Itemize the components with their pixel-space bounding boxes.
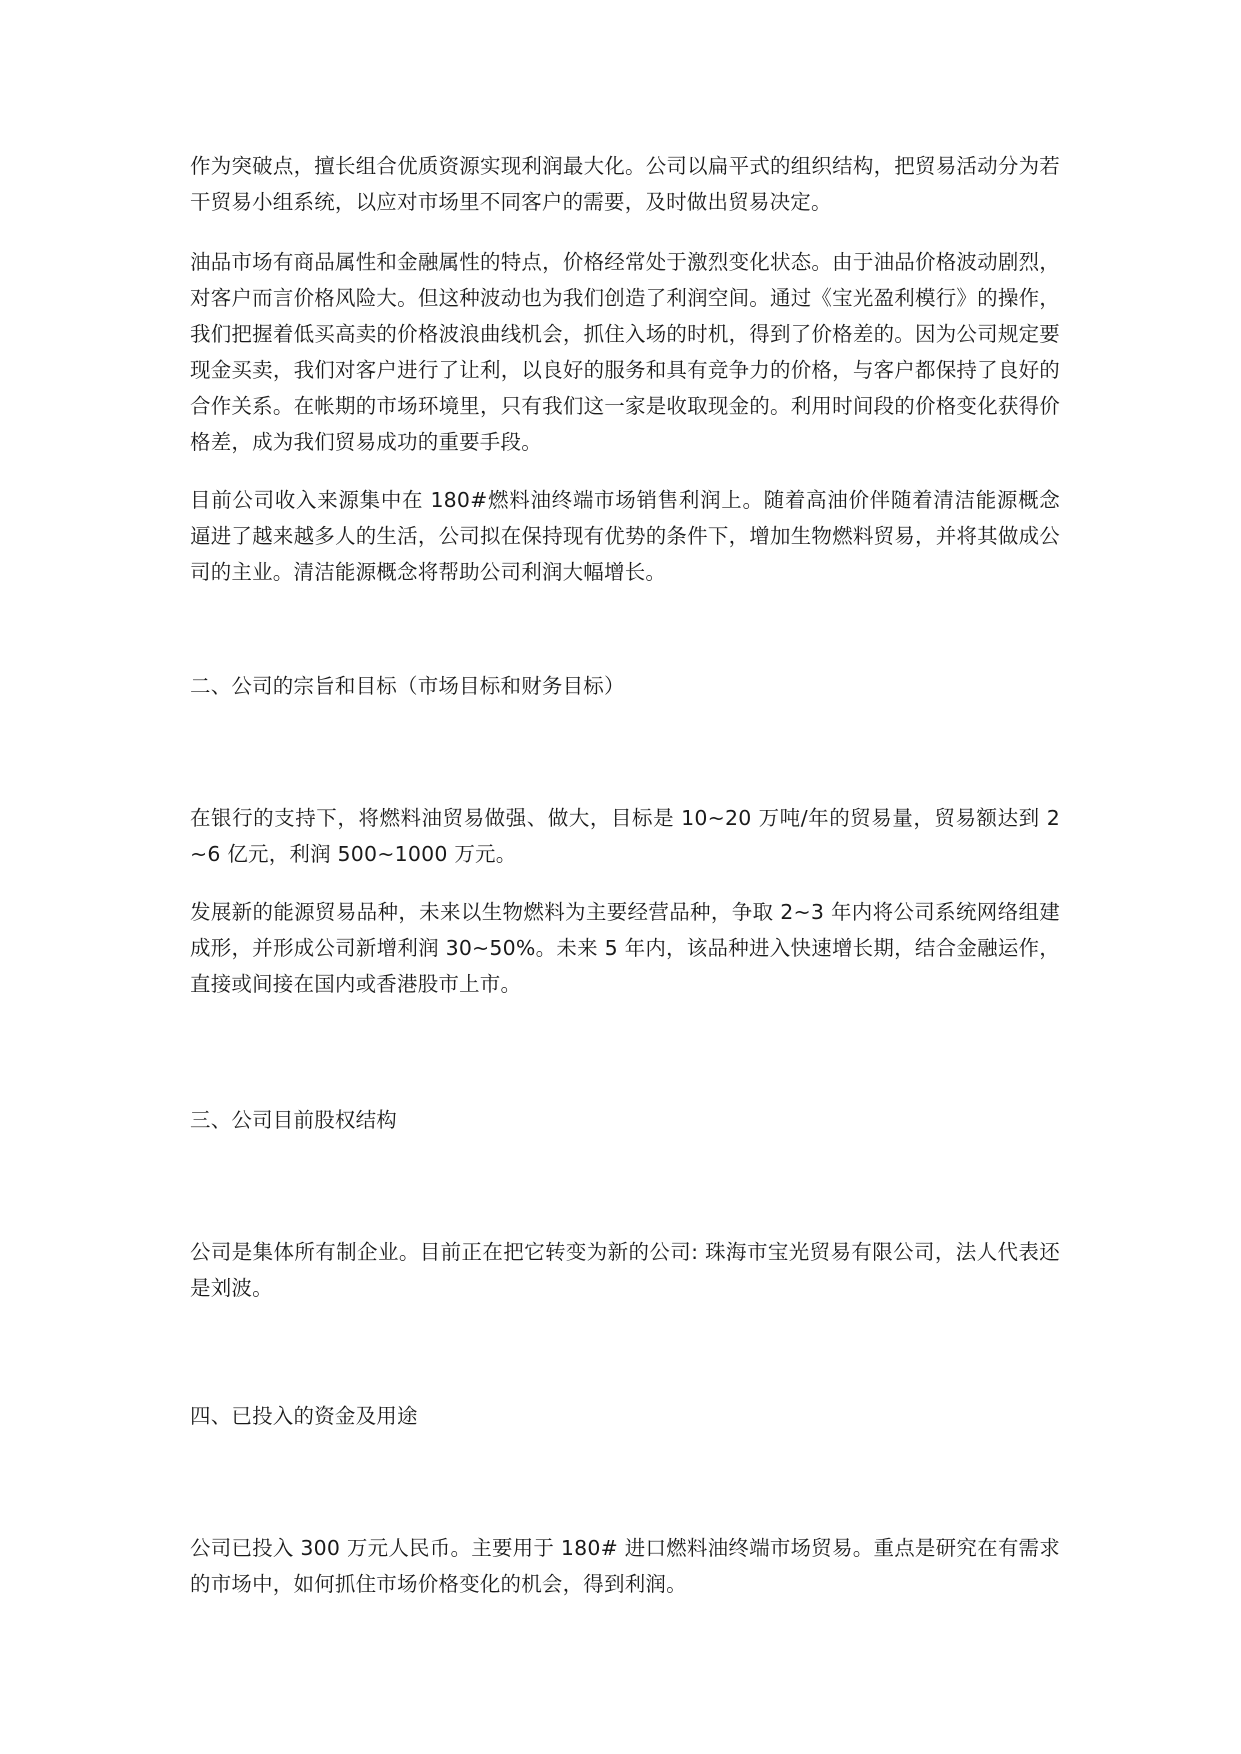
paragraph-new-energy: 发展新的能源贸易品种，未来以生物燃料为主要经营品种，争取 2~3 年内将公司系统网络组建成形，并形成公司新增利润 30~50%。未来 5 年内，该品种进入快速增长期，结合金融运作，直接或间接在国内或香港股市上市。 xyxy=(190,900,1060,996)
paragraph-oil-market: 油品市场有商品属性和金融属性的特点，价格经常处于激烈变化状态。由于油品价格波动剧烈，对客户而言价格风险大。但这种波动也为我们创造了利润空间。通过《宝光盈利模行》的操作，我们把握着低买高卖的价格波浪曲线机会，抓住入场的时机，得到了价格差的。因为公司规定要现金买卖，我们对客户进行了让利，以良好的服务和具有竞争力的价格，与客户都保持了良好的合作关系。在帐期的市场环境里，只有我们这一家是收取现金的。利用时间段的价格变化获得价格差，成为我们贸易成功的重要手段。 xyxy=(190,250,1060,454)
paragraph-revenue-source: 目前公司收入来源集中在 180#燃料油终端市场销售利润上。随着高油价伴随着清洁能源概念逼进了越来越多人的生活，公司拟在保持现有优势的条件下，增加生物燃料贸易，并将其做成公司的主业。清洁能源概念将帮助公司利润大幅增长。 xyxy=(190,488,1060,584)
paragraph-investment: 公司已投入 300 万元人民币。主要用于 180# 进口燃料油终端市场贸易。重点是研究在有需求的市场中，如何抓住市场价格变化的机会，得到利润。 xyxy=(190,1536,1060,1596)
section-heading-goals: 二、公司的宗旨和目标（市场目标和财务目标） xyxy=(190,674,625,698)
paragraph-bank-support: 在银行的支持下，将燃料油贸易做强、做大，目标是 10~20 万吨/年的贸易量，贸易额达到 2~6 亿元，利润 500~1000 万元。 xyxy=(190,806,1060,866)
section-heading-funds: 四、已投入的资金及用途 xyxy=(190,1404,418,1428)
section-heading-equity: 三、公司目前股权结构 xyxy=(190,1108,397,1132)
paragraph-organization: 作为突破点，擅长组合优质资源实现利润最大化。公司以扁平式的组织结构，把贸易活动分为若干贸易小组系统，以应对市场里不同客户的需要，及时做出贸易决定。 xyxy=(190,154,1060,214)
paragraph-ownership: 公司是集体所有制企业。目前正在把它转变为新的公司: 珠海市宝光贸易有限公司，法人代表还是刘波。 xyxy=(190,1240,1060,1300)
